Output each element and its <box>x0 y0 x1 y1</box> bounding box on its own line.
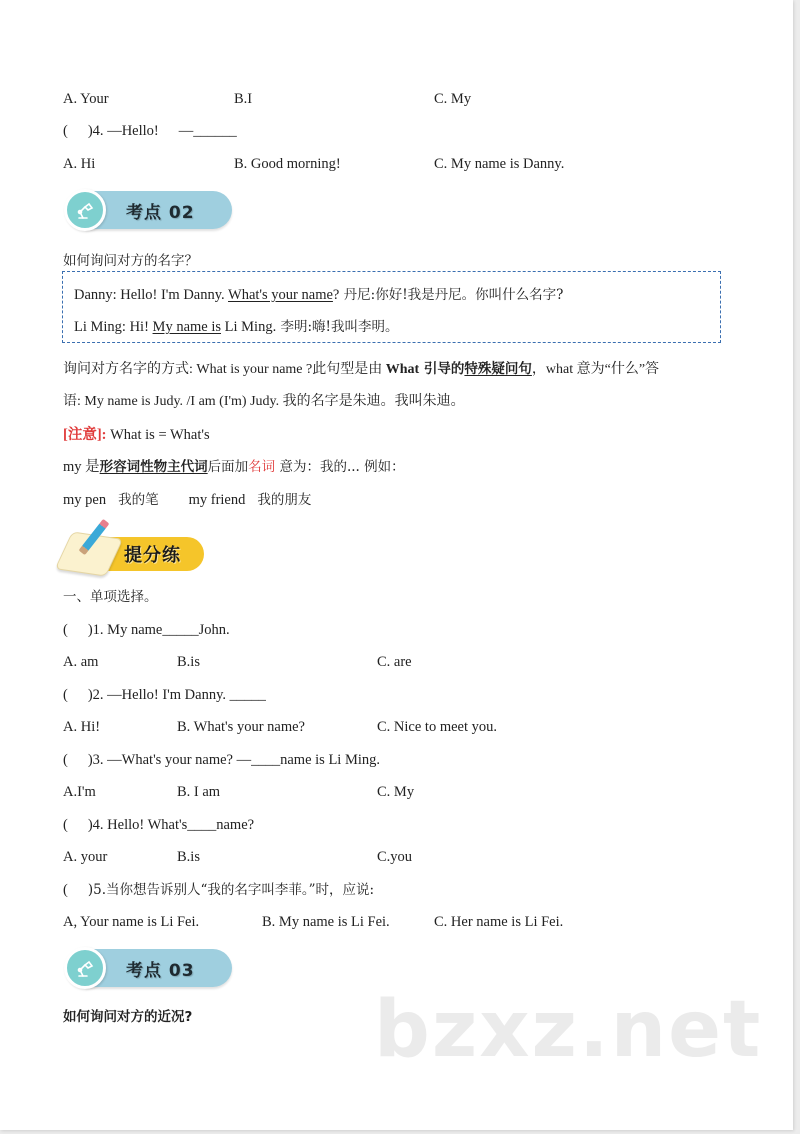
desk-lamp-icon <box>64 189 106 231</box>
question-4-prev: ( )4. —Hello! —______ <box>63 123 237 139</box>
practice-section-title: 一、单项选择。 <box>63 589 158 605</box>
option-a: A. Hi! <box>63 719 101 735</box>
practice-badge <box>60 515 210 579</box>
note-line: [注意]: What is = What's <box>63 427 210 443</box>
section-badge-03 <box>64 947 234 989</box>
answer-paren-open: ( <box>63 123 68 139</box>
section-heading: 如何询问对方的名字？ <box>63 253 198 269</box>
section-heading: 如何询问对方的近况? <box>63 1009 193 1025</box>
underlined-phrase: My name is <box>152 319 222 335</box>
key-term: 特殊疑问句 <box>464 361 532 377</box>
option-c: C. Nice to meet you. <box>377 719 498 735</box>
option-b: B.is <box>177 849 200 865</box>
option-b: B. What's your name? <box>177 719 305 735</box>
option-b: B. My name is Li Fei. <box>262 914 390 930</box>
option-c: C. My <box>377 784 415 800</box>
option-a: A, Your name is Li Fei. <box>63 914 200 930</box>
explanation-line-2: 语: My name is Judy. /I am (I'm) Judy. 我的名字是朱迪。我叫朱迪。 <box>63 394 465 409</box>
option-c: C. My <box>434 91 472 107</box>
explanation-line-1: 询问对方名字的方式: What is your name ?此句型是由 What 引导的特殊疑问句，what 意为“什么”答 <box>63 361 660 377</box>
desk-lamp-icon <box>64 947 106 989</box>
option-c: C. Her name is Li Fei. <box>434 914 564 930</box>
option-c: C. My name is Danny. <box>434 156 565 172</box>
question-4: ( )4. Hello! What's____name? <box>63 817 255 833</box>
dialog-line-1: Danny: Hello! I'm Danny. What's your name? 丹尼:你好!我是丹尼。你叫什么名字? <box>74 287 564 303</box>
dialog-line-2: Li Ming: Hi! My name is Li Ming. 李明:嗨!我叫李明。 <box>74 319 399 335</box>
underlined-phrase: What's your name <box>228 287 333 303</box>
badge-label: 考点 02 <box>126 203 195 223</box>
option-a: A. your <box>63 849 108 865</box>
question-3: ( )3. —What's your name? —____name is Li Ming. <box>63 752 380 768</box>
question-2: ( )2. —Hello! I'm Danny. _____ <box>63 687 266 703</box>
watermark: bzxz.net <box>374 985 763 1075</box>
option-a: A.I'm <box>63 784 96 800</box>
key-term: 形容词性物主代词 <box>99 459 208 475</box>
option-b: B.is <box>177 654 200 670</box>
option-a: A. Your <box>63 91 109 107</box>
examples-line: my pen 我的笔 my friend 我的朋友 <box>63 492 312 508</box>
option-b: B. Good morning! <box>234 156 341 172</box>
my-rule-line: my 是形容词性物主代词后面加名词 意为：我的... 例如： <box>63 459 405 475</box>
section-badge-02 <box>64 189 234 231</box>
badge-label: 考点 03 <box>126 961 195 981</box>
option-b: B.I <box>234 91 253 107</box>
note-label: [注意]: <box>63 427 107 443</box>
question-1: ( )1. My name_____John. <box>63 622 230 638</box>
option-c: C. are <box>377 654 412 670</box>
option-a: A. am <box>63 654 99 670</box>
option-a: A. Hi <box>63 156 96 172</box>
question-5: ( )5.当你想告诉别人“我的名字叫李菲。”时，应说: <box>63 882 375 898</box>
badge-label: 提分练 <box>124 545 181 566</box>
option-b: B. I am <box>177 784 221 800</box>
option-c: C.you <box>377 849 413 865</box>
highlight-term: 名词 <box>248 459 276 475</box>
